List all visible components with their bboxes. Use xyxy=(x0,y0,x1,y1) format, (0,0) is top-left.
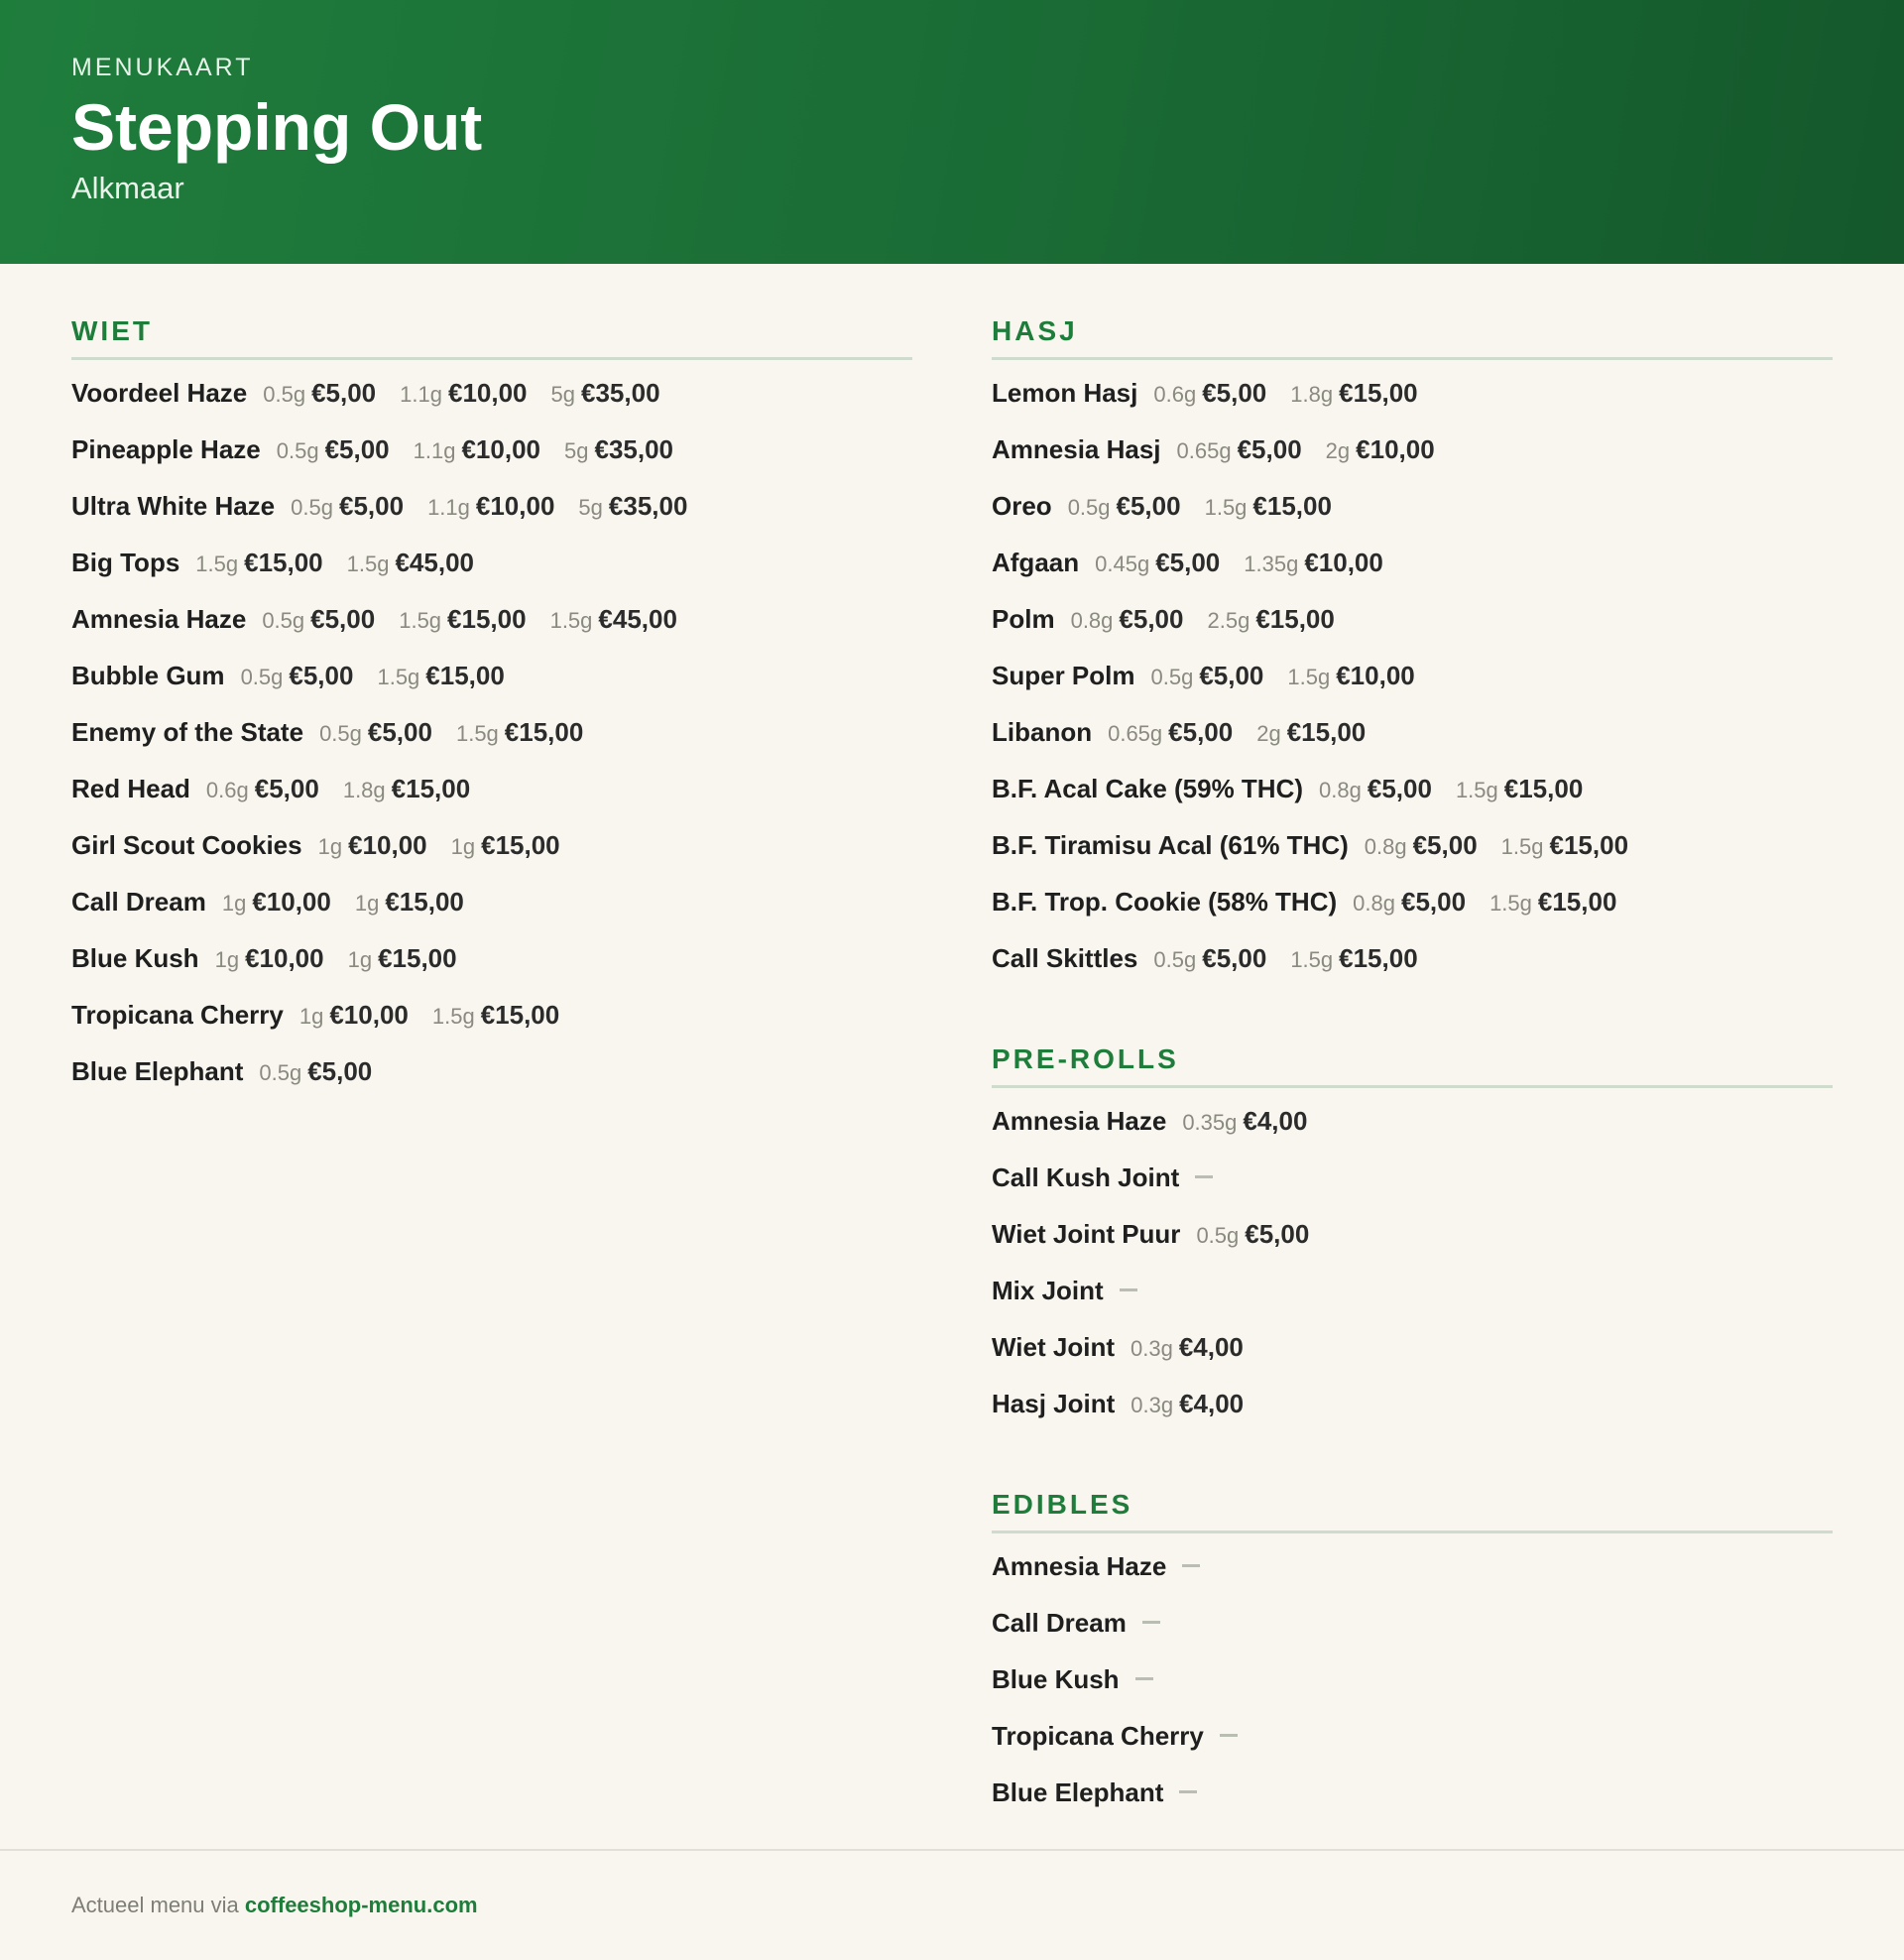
item-weight: 0.8g xyxy=(1319,778,1362,802)
price-option xyxy=(319,717,432,748)
item-price: €15,00 xyxy=(1549,830,1629,860)
menu-item xyxy=(71,604,912,661)
price-option xyxy=(1108,717,1233,748)
menu-item xyxy=(992,1106,1833,1163)
item-weight: 0.5g xyxy=(262,608,305,633)
item-price: €5,00 xyxy=(254,774,319,803)
item-price: €5,00 xyxy=(1199,661,1264,690)
item-weight: 1.5g xyxy=(1500,834,1544,859)
item-weight: 5g xyxy=(578,495,603,520)
item-weight: 0.35g xyxy=(1182,1110,1238,1135)
item-price: €15,00 xyxy=(447,604,527,634)
item-price: €15,00 xyxy=(481,830,560,860)
item-price: €10,00 xyxy=(447,378,528,408)
menu-item xyxy=(992,434,1833,491)
item-price: €15,00 xyxy=(425,661,505,690)
price-option xyxy=(1290,943,1417,974)
menu-item xyxy=(992,1608,1833,1664)
item-name: Polm xyxy=(992,604,1055,634)
price-option xyxy=(259,1056,372,1087)
item-price: €15,00 xyxy=(244,548,323,577)
item-weight: 0.5g xyxy=(259,1060,302,1085)
price-option xyxy=(1244,548,1383,578)
item-weight: 0.5g xyxy=(1150,665,1194,689)
item-name: B.F. Tiramisu Acal (61% THC) xyxy=(992,830,1349,860)
price-option xyxy=(1071,604,1184,635)
no-price-dash-icon xyxy=(1182,1564,1200,1567)
item-name: Super Polm xyxy=(992,661,1135,690)
footer-prefix: Actueel menu via xyxy=(71,1893,245,1917)
menu-item xyxy=(71,1056,912,1113)
item-name: Bubble Gum xyxy=(71,661,225,690)
price-option xyxy=(1489,887,1616,918)
shop-city: Alkmaar xyxy=(71,171,184,205)
price-option xyxy=(1095,548,1220,578)
item-name: Big Tops xyxy=(71,548,180,577)
item-price: €15,00 xyxy=(378,943,457,973)
section-prerolls xyxy=(992,1043,1833,1445)
item-price: €15,00 xyxy=(1537,887,1617,917)
item-price: €15,00 xyxy=(1339,943,1418,973)
item-name: Amnesia Haze xyxy=(71,604,247,634)
item-price: €45,00 xyxy=(598,604,677,634)
section-title-wiet: WIET xyxy=(71,315,912,360)
item-name: Blue Elephant xyxy=(992,1777,1164,1807)
menu-item xyxy=(992,717,1833,774)
item-price: €5,00 xyxy=(307,1056,373,1086)
item-weight: 0.3g xyxy=(1130,1336,1173,1361)
price-option xyxy=(215,943,324,974)
menu-item xyxy=(992,1219,1833,1276)
item-name: Call Kush Joint xyxy=(992,1163,1180,1192)
item-price: €10,00 xyxy=(1304,548,1383,577)
menu-item xyxy=(992,887,1833,943)
item-name: Red Head xyxy=(71,774,190,803)
price-option xyxy=(1182,1106,1307,1137)
price-option xyxy=(277,434,390,465)
price-option xyxy=(263,378,376,409)
price-option xyxy=(1153,943,1266,974)
price-option xyxy=(291,491,404,522)
item-weight: 2g xyxy=(1256,721,1281,746)
menu-item xyxy=(71,661,912,717)
menu-item xyxy=(71,887,912,943)
item-price: €10,00 xyxy=(1356,434,1435,464)
menu-item xyxy=(71,717,912,774)
item-price: €10,00 xyxy=(329,1000,409,1030)
section-hasj xyxy=(992,315,1833,1000)
item-name: Hasj Joint xyxy=(992,1389,1116,1418)
item-name: Call Dream xyxy=(992,1608,1127,1638)
menu-item xyxy=(992,1664,1833,1721)
section-edibles xyxy=(992,1489,1833,1834)
item-name: Lemon Hasj xyxy=(992,378,1138,408)
price-option xyxy=(318,830,427,861)
menu-item xyxy=(992,1163,1833,1219)
item-weight: 2.5g xyxy=(1207,608,1250,633)
item-weight: 0.8g xyxy=(1353,891,1395,916)
section-title-edibles: EDIBLES xyxy=(992,1489,1833,1533)
price-option xyxy=(414,434,540,465)
price-option xyxy=(456,717,583,748)
menu-item xyxy=(992,491,1833,548)
item-weight: 0.3g xyxy=(1130,1393,1174,1417)
item-weight: 1.8g xyxy=(342,778,386,802)
item-price: €5,00 xyxy=(311,378,377,408)
item-price: €15,00 xyxy=(504,717,584,747)
menu-item xyxy=(71,434,912,491)
item-weight: 1.5g xyxy=(1489,891,1532,916)
item-weight: 1.1g xyxy=(413,438,456,463)
item-weight: 0.5g xyxy=(1196,1223,1240,1248)
price-option xyxy=(299,1000,409,1031)
item-name: Afgaan xyxy=(992,548,1080,577)
item-price: €5,00 xyxy=(1400,887,1467,917)
item-weight: 0.65g xyxy=(1108,721,1163,746)
item-price: €5,00 xyxy=(1168,717,1234,747)
section-title-prerolls: PRE-ROLLS xyxy=(992,1043,1833,1088)
item-weight: 2g xyxy=(1325,438,1351,463)
price-option xyxy=(550,604,677,635)
item-weight: 5g xyxy=(550,382,575,407)
price-option xyxy=(1456,774,1583,804)
menu-header xyxy=(0,0,1904,264)
item-price: €5,00 xyxy=(1202,378,1267,408)
price-option xyxy=(564,434,673,465)
item-price: €10,00 xyxy=(348,830,427,860)
price-option xyxy=(551,378,660,409)
item-name: Libanon xyxy=(992,717,1093,747)
price-option xyxy=(1130,1389,1244,1419)
item-name: Blue Kush xyxy=(992,1664,1120,1694)
item-name: Oreo xyxy=(992,491,1052,521)
item-name: Tropicana Cherry xyxy=(71,1000,284,1030)
price-option xyxy=(451,830,560,861)
item-price: €45,00 xyxy=(395,548,474,577)
item-weight: 1g xyxy=(214,947,240,972)
item-price: €5,00 xyxy=(310,604,376,634)
menu-item xyxy=(992,1276,1833,1332)
price-option xyxy=(222,887,331,918)
shop-title: Stepping Out xyxy=(71,90,483,164)
item-price: €5,00 xyxy=(1237,434,1302,464)
no-price-dash-icon xyxy=(1220,1734,1238,1737)
item-weight: 0.8g xyxy=(1070,608,1114,633)
footer-text xyxy=(71,1893,478,1918)
price-option xyxy=(1205,491,1332,522)
menu-item xyxy=(992,830,1833,887)
item-name: Amnesia Hasj xyxy=(992,434,1161,464)
item-price: €15,00 xyxy=(1339,378,1418,408)
price-option xyxy=(1287,661,1414,691)
section-title-hasj: HASJ xyxy=(992,315,1833,360)
price-option xyxy=(400,378,527,409)
price-option xyxy=(399,604,526,635)
item-price: €10,00 xyxy=(245,943,324,973)
menu-item xyxy=(71,1000,912,1056)
item-weight: 0.5g xyxy=(276,438,319,463)
item-weight: 0.5g xyxy=(1067,495,1111,520)
item-weight: 5g xyxy=(564,438,589,463)
item-name: Amnesia Haze xyxy=(992,1106,1167,1136)
price-option xyxy=(1150,661,1263,691)
item-weight: 1.5g xyxy=(431,1004,475,1029)
item-weight: 0.8g xyxy=(1364,834,1407,859)
item-weight: 0.6g xyxy=(1153,382,1197,407)
menu-item xyxy=(71,774,912,830)
price-option xyxy=(1501,830,1628,861)
menu-item xyxy=(71,491,912,548)
item-weight: 1.35g xyxy=(1244,551,1299,576)
menu-item xyxy=(992,1389,1833,1445)
item-price: €10,00 xyxy=(252,887,331,917)
menu-item xyxy=(992,604,1833,661)
price-option xyxy=(1365,830,1478,861)
item-weight: 0.5g xyxy=(291,495,333,520)
item-weight: 1g xyxy=(298,1004,324,1029)
price-option xyxy=(1256,717,1366,748)
item-price: €15,00 xyxy=(385,887,464,917)
menu-item xyxy=(992,1551,1833,1608)
item-price: €5,00 xyxy=(1245,1219,1310,1249)
item-price: €15,00 xyxy=(480,1000,560,1030)
item-weight: 1.5g xyxy=(1287,665,1331,689)
item-weight: 1.5g xyxy=(1455,778,1498,802)
price-option xyxy=(262,604,375,635)
price-option xyxy=(1068,491,1181,522)
menu-item xyxy=(992,548,1833,604)
no-price-dash-icon xyxy=(1135,1677,1153,1680)
item-weight: 1.5g xyxy=(455,721,499,746)
item-weight: 1g xyxy=(450,834,476,859)
price-option xyxy=(348,943,457,974)
item-price: €5,00 xyxy=(289,661,354,690)
menu-item xyxy=(992,1721,1833,1777)
item-weight: 1.5g xyxy=(549,608,593,633)
price-option xyxy=(1207,604,1334,635)
menu-item xyxy=(992,378,1833,434)
item-price: €15,00 xyxy=(391,774,471,803)
item-name: B.F. Trop. Cookie (58% THC) xyxy=(992,887,1338,917)
item-price: €35,00 xyxy=(581,378,660,408)
price-option xyxy=(1290,378,1417,409)
price-option xyxy=(347,548,474,578)
item-weight: 1g xyxy=(347,947,373,972)
item-weight: 1g xyxy=(221,891,247,916)
menu-item xyxy=(71,378,912,434)
item-name: Call Dream xyxy=(71,887,206,917)
item-price: €15,00 xyxy=(1252,491,1332,521)
item-name: Ultra White Haze xyxy=(71,491,276,521)
item-weight: 1.1g xyxy=(427,495,470,520)
menu-footer xyxy=(0,1849,1904,1960)
price-option xyxy=(1319,774,1432,804)
footer-link[interactable]: coffeeshop-menu.com xyxy=(244,1893,478,1917)
item-name: Blue Elephant xyxy=(71,1056,244,1086)
item-weight: 1.1g xyxy=(400,382,442,407)
price-option xyxy=(1353,887,1466,918)
item-name: Pineapple Haze xyxy=(71,434,261,464)
section-wiet xyxy=(71,315,912,1113)
item-price: €15,00 xyxy=(1503,774,1584,803)
no-price-dash-icon xyxy=(1142,1621,1160,1624)
item-name: Blue Kush xyxy=(71,943,199,973)
menu-item xyxy=(992,1777,1833,1834)
item-weight: 0.6g xyxy=(205,778,249,802)
price-option xyxy=(377,661,504,691)
item-price: €5,00 xyxy=(338,491,405,521)
item-price: €5,00 xyxy=(1202,943,1267,973)
item-name: Enemy of the State xyxy=(71,717,304,747)
item-name: Wiet Joint Puur xyxy=(992,1219,1181,1249)
no-price-dash-icon xyxy=(1120,1288,1137,1291)
menu-item xyxy=(71,830,912,887)
price-option xyxy=(1153,378,1266,409)
price-option xyxy=(1177,434,1302,465)
item-weight: 0.5g xyxy=(1153,947,1197,972)
item-name: Tropicana Cherry xyxy=(992,1721,1204,1751)
item-weight: 1.5g xyxy=(346,551,390,576)
menu-item xyxy=(992,943,1833,1000)
item-name: Mix Joint xyxy=(992,1276,1104,1305)
item-price: €5,00 xyxy=(1116,491,1181,521)
item-weight: 1g xyxy=(317,834,343,859)
item-name: Voordeel Haze xyxy=(71,378,248,408)
menu-item xyxy=(992,1332,1833,1389)
price-option xyxy=(343,774,470,804)
price-option xyxy=(1326,434,1435,465)
menu-item xyxy=(992,774,1833,830)
item-price: €4,00 xyxy=(1243,1106,1308,1136)
item-list-prerolls xyxy=(992,1106,1833,1445)
price-option xyxy=(355,887,464,918)
right-column xyxy=(992,315,1833,1878)
item-name: Girl Scout Cookies xyxy=(71,830,302,860)
price-option xyxy=(241,661,354,691)
item-list-edibles xyxy=(992,1551,1833,1834)
item-name: Amnesia Haze xyxy=(992,1551,1167,1581)
item-weight: 0.5g xyxy=(319,721,362,746)
price-option xyxy=(206,774,319,804)
price-option xyxy=(195,548,322,578)
item-list-hasj xyxy=(992,378,1833,1000)
item-weight: 1.5g xyxy=(1204,495,1248,520)
item-name: B.F. Acal Cake (59% THC) xyxy=(992,774,1304,803)
item-weight: 1.5g xyxy=(1290,947,1334,972)
price-option xyxy=(578,491,687,522)
item-weight: 1.5g xyxy=(399,608,442,633)
menu-item xyxy=(71,548,912,604)
item-weight: 1.5g xyxy=(377,665,420,689)
item-price: €5,00 xyxy=(1367,774,1432,803)
item-price: €10,00 xyxy=(461,434,540,464)
item-price: €5,00 xyxy=(1412,830,1478,860)
item-weight: 1g xyxy=(354,891,380,916)
item-price: €4,00 xyxy=(1179,1389,1245,1418)
item-price: €5,00 xyxy=(324,434,390,464)
item-price: €4,00 xyxy=(1178,1332,1244,1362)
price-option xyxy=(1130,1332,1244,1363)
item-name: Call Skittles xyxy=(992,943,1138,973)
no-price-dash-icon xyxy=(1179,1790,1197,1793)
item-weight: 0.5g xyxy=(263,382,306,407)
item-price: €5,00 xyxy=(1119,604,1184,634)
menu-item xyxy=(992,661,1833,717)
item-weight: 1.5g xyxy=(195,551,239,576)
no-price-dash-icon xyxy=(1195,1175,1213,1178)
item-weight: 1.8g xyxy=(1290,382,1334,407)
item-price: €35,00 xyxy=(608,491,688,521)
price-option xyxy=(427,491,554,522)
menu-eyebrow: MENUKAART xyxy=(71,54,254,81)
price-option xyxy=(1196,1219,1309,1250)
item-weight: 0.45g xyxy=(1095,551,1150,576)
item-price: €5,00 xyxy=(1155,548,1221,577)
item-price: €10,00 xyxy=(475,491,555,521)
item-price: €15,00 xyxy=(1255,604,1335,634)
item-weight: 0.5g xyxy=(240,665,284,689)
left-column xyxy=(71,315,912,1157)
item-price: €35,00 xyxy=(594,434,674,464)
item-price: €10,00 xyxy=(1336,661,1415,690)
menu-item xyxy=(71,943,912,1000)
item-weight: 0.65g xyxy=(1176,438,1232,463)
item-name: Wiet Joint xyxy=(992,1332,1115,1362)
item-price: €5,00 xyxy=(367,717,432,747)
price-option xyxy=(432,1000,559,1031)
item-price: €15,00 xyxy=(1286,717,1367,747)
item-list-wiet xyxy=(71,378,912,1113)
